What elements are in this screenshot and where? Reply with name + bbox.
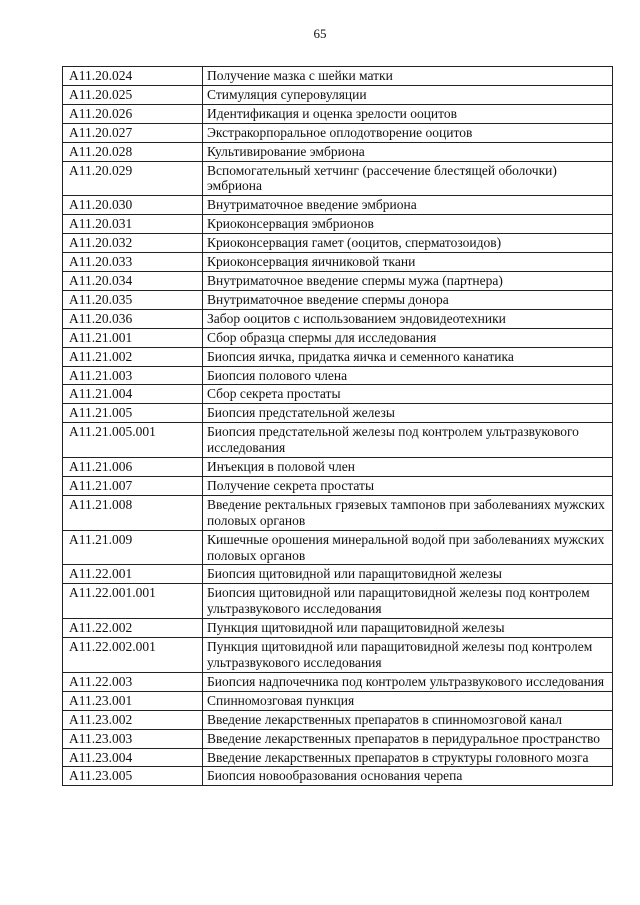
table-row: [63, 67, 613, 86]
procedure-name-cell: Биопсия предстательной железы: [203, 404, 613, 423]
procedure-code-cell: A11.20.035: [63, 290, 203, 309]
procedure-code-cell: A11.20.030: [63, 196, 203, 215]
table-row: [63, 672, 613, 691]
procedure-name-cell: Стимуляция суперовуляции: [203, 85, 613, 104]
table-row: [63, 748, 613, 767]
procedure-codes-table: [62, 66, 613, 786]
procedure-name-cell: Биопсия надпочечника под контролем ультразвукового исследования: [203, 672, 613, 691]
procedure-code-cell: A11.22.001.001: [63, 584, 203, 619]
procedure-name-cell: Сбор секрета простаты: [203, 385, 613, 404]
table-row: [63, 423, 613, 458]
procedure-code-cell: A11.20.024: [63, 67, 203, 86]
table-row: [63, 458, 613, 477]
procedure-code-cell: A11.20.034: [63, 271, 203, 290]
procedure-name-cell: Внутриматочное введение эмбриона: [203, 196, 613, 215]
procedure-name-cell: Идентификация и оценка зрелости ооцитов: [203, 104, 613, 123]
procedure-name-cell: Внутриматочное введение спермы мужа (партнера): [203, 271, 613, 290]
table-row: [63, 253, 613, 272]
table-row: [63, 584, 613, 619]
procedure-name-cell: Экстракорпоральное оплодотворение ооцитов: [203, 123, 613, 142]
procedure-name-cell: Получение секрета простаты: [203, 476, 613, 495]
procedure-name-cell: Биопсия новообразования основания черепа: [203, 767, 613, 786]
table-row: [63, 85, 613, 104]
table-row: [63, 495, 613, 530]
procedure-code-cell: A11.20.025: [63, 85, 203, 104]
procedure-code-cell: A11.21.003: [63, 366, 203, 385]
table-row: [63, 328, 613, 347]
table-row: [63, 729, 613, 748]
procedure-code-cell: A11.21.005: [63, 404, 203, 423]
table-row: [63, 638, 613, 673]
procedure-name-cell: Введение лекарственных препаратов в спинномозговой канал: [203, 710, 613, 729]
procedure-code-cell: A11.23.001: [63, 691, 203, 710]
procedure-code-cell: A11.20.028: [63, 142, 203, 161]
procedure-name-cell: Культивирование эмбриона: [203, 142, 613, 161]
procedure-name-cell: Внутриматочное введение спермы донора: [203, 290, 613, 309]
procedure-code-cell: A11.23.005: [63, 767, 203, 786]
table-row: [63, 710, 613, 729]
procedure-name-cell: Введение лекарственных препаратов в структуры головного мозга: [203, 748, 613, 767]
procedure-code-cell: A11.22.002: [63, 619, 203, 638]
table-row: [63, 619, 613, 638]
table-row: [63, 161, 613, 196]
procedure-code-cell: A11.23.003: [63, 729, 203, 748]
procedure-name-cell: Криоконсервация гамет (ооцитов, сперматозоидов): [203, 234, 613, 253]
procedure-code-cell: A11.22.003: [63, 672, 203, 691]
table-row: [63, 196, 613, 215]
procedure-code-cell: A11.21.009: [63, 530, 203, 565]
procedure-name-cell: Биопсия предстательной железы под контролем ультразвукового исследования: [203, 423, 613, 458]
procedure-code-cell: A11.22.002.001: [63, 638, 203, 673]
table-row: [63, 215, 613, 234]
procedure-code-cell: A11.20.033: [63, 253, 203, 272]
procedure-code-cell: A11.21.008: [63, 495, 203, 530]
procedure-name-cell: Получение мазка с шейки матки: [203, 67, 613, 86]
page-number: 65: [313, 26, 327, 41]
procedure-name-cell: Криоконсервация яичниковой ткани: [203, 253, 613, 272]
table-row: [63, 290, 613, 309]
procedure-code-cell: A11.21.002: [63, 347, 203, 366]
procedure-code-cell: A11.21.001: [63, 328, 203, 347]
procedure-name-cell: Криоконсервация эмбрионов: [203, 215, 613, 234]
procedure-name-cell: Спинномозговая пункция: [203, 691, 613, 710]
table-row: [63, 309, 613, 328]
procedure-name-cell: Биопсия щитовидной или паращитовидной железы под контролем ультразвукового исследования: [203, 584, 613, 619]
procedure-code-cell: A11.23.002: [63, 710, 203, 729]
procedure-code-cell: A11.22.001: [63, 565, 203, 584]
table-row: [63, 123, 613, 142]
procedure-name-cell: Введение ректальных грязевых тампонов при заболеваниях мужских половых органов: [203, 495, 613, 530]
procedure-code-cell: A11.21.005.001: [63, 423, 203, 458]
procedure-name-cell: Забор ооцитов с использованием эндовидеотехники: [203, 309, 613, 328]
procedure-name-cell: Кишечные орошения минеральной водой при заболеваниях мужских половых органов: [203, 530, 613, 565]
procedure-name-cell: Биопсия яичка, придатка яичка и семенного канатика: [203, 347, 613, 366]
table-row: [63, 234, 613, 253]
table-row: [63, 347, 613, 366]
table-body: [63, 67, 613, 786]
procedure-name-cell: Введение лекарственных препаратов в перидуральное пространство: [203, 729, 613, 748]
table-row: [63, 271, 613, 290]
table-row: [63, 142, 613, 161]
procedure-code-cell: A11.20.026: [63, 104, 203, 123]
table-row: [63, 104, 613, 123]
procedure-code-cell: A11.21.006: [63, 458, 203, 477]
table-row: [63, 366, 613, 385]
procedure-code-cell: A11.20.031: [63, 215, 203, 234]
procedure-code-cell: A11.20.027: [63, 123, 203, 142]
table-row: [63, 404, 613, 423]
table-row: [63, 565, 613, 584]
procedure-code-cell: A11.20.036: [63, 309, 203, 328]
procedure-code-cell: A11.21.007: [63, 476, 203, 495]
table-row: [63, 530, 613, 565]
procedure-code-cell: A11.20.032: [63, 234, 203, 253]
table-row: [63, 691, 613, 710]
procedure-name-cell: Биопсия полового члена: [203, 366, 613, 385]
procedure-name-cell: Инъекция в половой член: [203, 458, 613, 477]
procedure-name-cell: Пункция щитовидной или паращитовидной железы под контролем ультразвукового исследования: [203, 638, 613, 673]
procedure-name-cell: Пункция щитовидной или паращитовидной железы: [203, 619, 613, 638]
procedure-name-cell: Сбор образца спермы для исследования: [203, 328, 613, 347]
procedure-name-cell: Биопсия щитовидной или паращитовидной железы: [203, 565, 613, 584]
procedure-code-cell: A11.23.004: [63, 748, 203, 767]
table-row: [63, 476, 613, 495]
table-row: [63, 767, 613, 786]
procedure-code-cell: A11.20.029: [63, 161, 203, 196]
procedure-name-cell: Вспомогательный хетчинг (рассечение блестящей оболочки) эмбриона: [203, 161, 613, 196]
table-row: [63, 385, 613, 404]
procedure-code-cell: A11.21.004: [63, 385, 203, 404]
